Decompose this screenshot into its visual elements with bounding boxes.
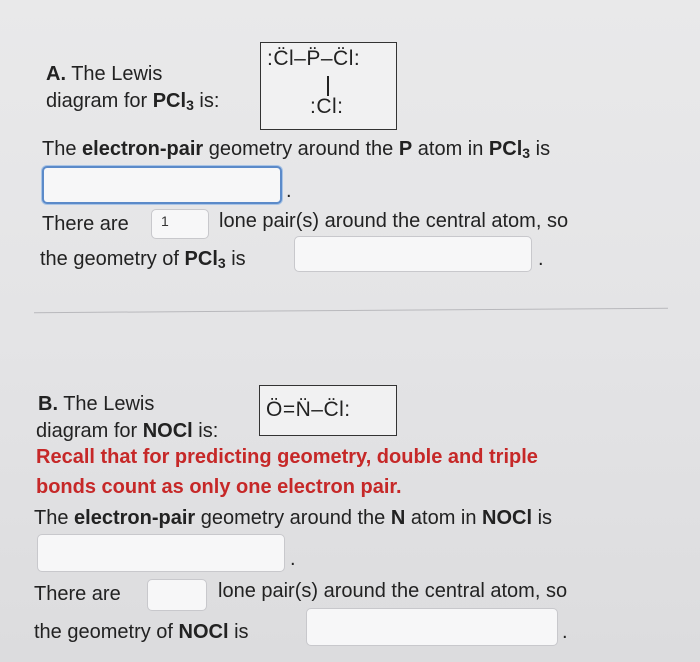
part-b-lone-pair-prefix: There are [34, 583, 121, 605]
part-b-electron-pair-geometry-input[interactable] [37, 534, 285, 572]
lewis-pcl3-bottom-cl: :Cl: [310, 95, 344, 118]
part-a-electron-pair-geometry-input[interactable] [42, 166, 282, 204]
period: . [538, 248, 544, 270]
part-a-intro-line1 [46, 61, 162, 87]
part-a-molecular-geometry-input[interactable] [294, 236, 532, 272]
part-b-molecule: NOCl [142, 420, 193, 442]
part-b-question-electron-pair: The electron-pair geometry around the N atom in NOCl is [34, 507, 553, 529]
recall-note-line2: bonds count as only one electron pair. [36, 476, 402, 498]
lewis-diagram-nocl [259, 385, 397, 436]
part-b-letter: B. [38, 393, 58, 415]
part-b-lone-pair-suffix: lone pair(s) around the central atom, so [218, 580, 568, 602]
part-a-intro-text: The Lewis [66, 63, 163, 85]
part-a-letter: A. [46, 63, 66, 85]
part-b-molecular-geometry-input[interactable] [306, 608, 558, 646]
part-a-question-electron-pair: The electron-pair geometry around the P atom in PCl$_3$ is [42, 138, 551, 161]
period: . [562, 621, 568, 643]
part-a-lone-pair-suffix: lone pair(s) around the central atom, so [219, 210, 569, 232]
part-a-lone-pair-prefix: There are [42, 213, 129, 235]
part-a-lone-pair-input[interactable]: 1 [151, 209, 209, 239]
part-a-molecule: PCl$_3$ [152, 90, 194, 113]
lewis-pcl3-vertical-bond [327, 76, 329, 96]
part-b-intro-line2: diagram for NOCl is: [36, 420, 219, 442]
lewis-nocl-structure: Ö=N̈–C̈l: [266, 398, 351, 421]
part-b-intro-line1: B. The Lewis [38, 393, 155, 415]
period: . [290, 548, 296, 570]
lewis-diagram-pcl3 [260, 42, 397, 130]
period: . [286, 180, 292, 202]
lewis-pcl3-top-row: :C̈l–P̈–C̈l: [267, 47, 361, 70]
part-b-geometry-question: the geometry of NOCl is [34, 621, 249, 643]
part-b-lone-pair-input[interactable] [147, 579, 207, 611]
recall-note-line1: Recall that for predicting geometry, double and triple [36, 446, 538, 468]
section-divider [34, 308, 668, 313]
part-a-intro-line2: diagram for PCl$_3$ is: [46, 90, 220, 113]
part-a-geometry-question: the geometry of PCl$_3$ is [40, 248, 246, 271]
